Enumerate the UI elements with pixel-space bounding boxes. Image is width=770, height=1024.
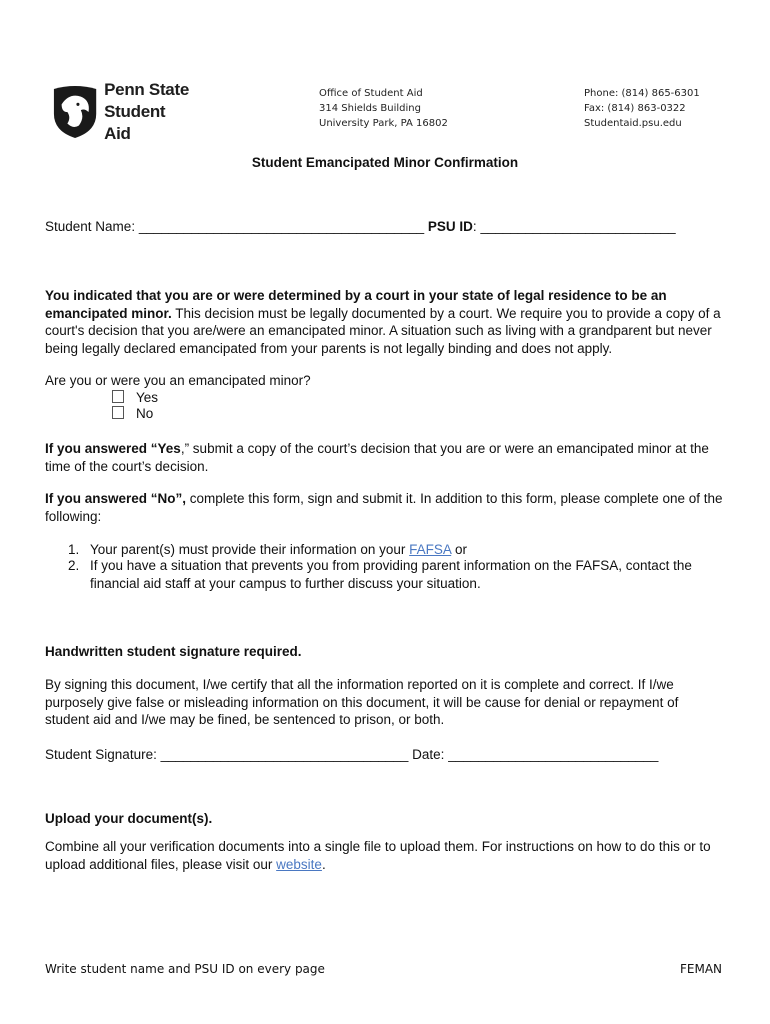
office-line-3: University Park, PA 16802: [319, 118, 448, 129]
option-yes[interactable]: [112, 389, 158, 407]
website-link[interactable]: website: [276, 856, 322, 872]
yes-checkbox[interactable]: [112, 390, 124, 403]
list-num-1: 1.: [68, 542, 80, 557]
footer-note: Write student name and PSU ID on every page: [45, 962, 325, 976]
option-no-label: No: [136, 406, 154, 421]
signature-field[interactable]: _________________________________: [160, 747, 409, 762]
date-field[interactable]: ____________________________: [448, 747, 659, 762]
list-tail-1: or: [451, 542, 467, 557]
website-text: Studentaid.psu.edu: [584, 118, 682, 129]
logo-line-2: Student Aid: [104, 102, 166, 143]
psu-id-label: PSU ID: [427, 219, 473, 234]
upload-heading: Upload your document(s).: [45, 811, 213, 826]
yes-text: ,” submit a copy of the court’s decision that you are or were an emancipated minor at the time of the court’s decision.: [45, 441, 709, 474]
contact-info: [584, 86, 700, 131]
office-line-2: 314 Shields Building: [319, 103, 421, 114]
psu-id-field[interactable]: __________________________: [480, 219, 676, 234]
option-no[interactable]: [112, 405, 153, 423]
fafsa-link[interactable]: FAFSA: [409, 542, 452, 557]
list-text-1: Your parent(s) must provide their information on your: [90, 542, 410, 557]
upload-text: Combine all your verification documents into a single file to upload them. For instructions on how to do this or to upload additional files, please visit our: [45, 839, 711, 872]
no-bold: If you answered “No”,: [45, 491, 187, 506]
student-info-line: Student Name: ______________________________________ PSU ID: __________________________: [45, 219, 676, 234]
student-name-label: Student Name: [45, 219, 132, 234]
upload-tail: .: [321, 856, 326, 872]
list-text-2: If you have a situation that prevents you from providing parent information on the FAFSA, contact the financial aid staff at your campus to further discuss your situation.: [90, 558, 692, 591]
office-address: [319, 86, 448, 131]
list-num-2: 2.: [68, 558, 80, 573]
office-line-1: Office of Student Aid: [319, 88, 423, 99]
no-checkbox[interactable]: [112, 406, 124, 419]
question: Are you or were you an emancipated minor?: [45, 373, 311, 388]
signature-label: Student Signature:: [45, 747, 157, 762]
phone: Phone: (814) 865-6301: [584, 88, 700, 99]
intro-paragraph: [45, 287, 725, 357]
student-name-field[interactable]: ______________________________________: [138, 219, 425, 234]
no-text: complete this form, sign and submit it. In addition to this form, please complete one of the following:: [45, 491, 723, 524]
logo-line-1: Penn State: [104, 80, 189, 99]
option-yes-label: Yes: [136, 390, 159, 405]
signature-line: [45, 746, 658, 764]
penn-state-logo: [52, 80, 192, 143]
fax: Fax: (814) 863-0322: [584, 103, 686, 114]
yes-paragraph: [45, 440, 725, 475]
yes-bold: If you answered “Yes: [45, 441, 181, 456]
page-title: Student Emancipated Minor Confirmation: [251, 155, 519, 170]
certify-paragraph: By signing this document, I/we certify that all the information reported on it is complete and correct. If I/we purposely give false or misleading information on this document, it will be cause for denial or repayment of student aid and I/we may be fined, be sentenced to prison, or both.: [45, 677, 679, 727]
nittany-lion-shield-icon: [52, 84, 98, 140]
upload-paragraph: [45, 838, 725, 873]
date-label: Date:: [412, 747, 445, 762]
intro-text: This decision must be legally documented by a court. We require you to provide a copy of a court's decision that you are/were an emancipated minor. A situation such as living with a grandparent but never being legally declared emancipated from your parents is not legally binding and does not apply.: [45, 305, 721, 356]
intro-bold: You indicated that you are or were determined by a court in your state of legal residence to be an emancipated minor.: [45, 288, 667, 321]
signature-heading: Handwritten student signature required.: [45, 644, 302, 659]
form-code: FEMAN: [680, 962, 723, 976]
list-item-1: [68, 541, 728, 559]
no-paragraph: [45, 490, 725, 525]
list-item-2: [68, 557, 728, 592]
